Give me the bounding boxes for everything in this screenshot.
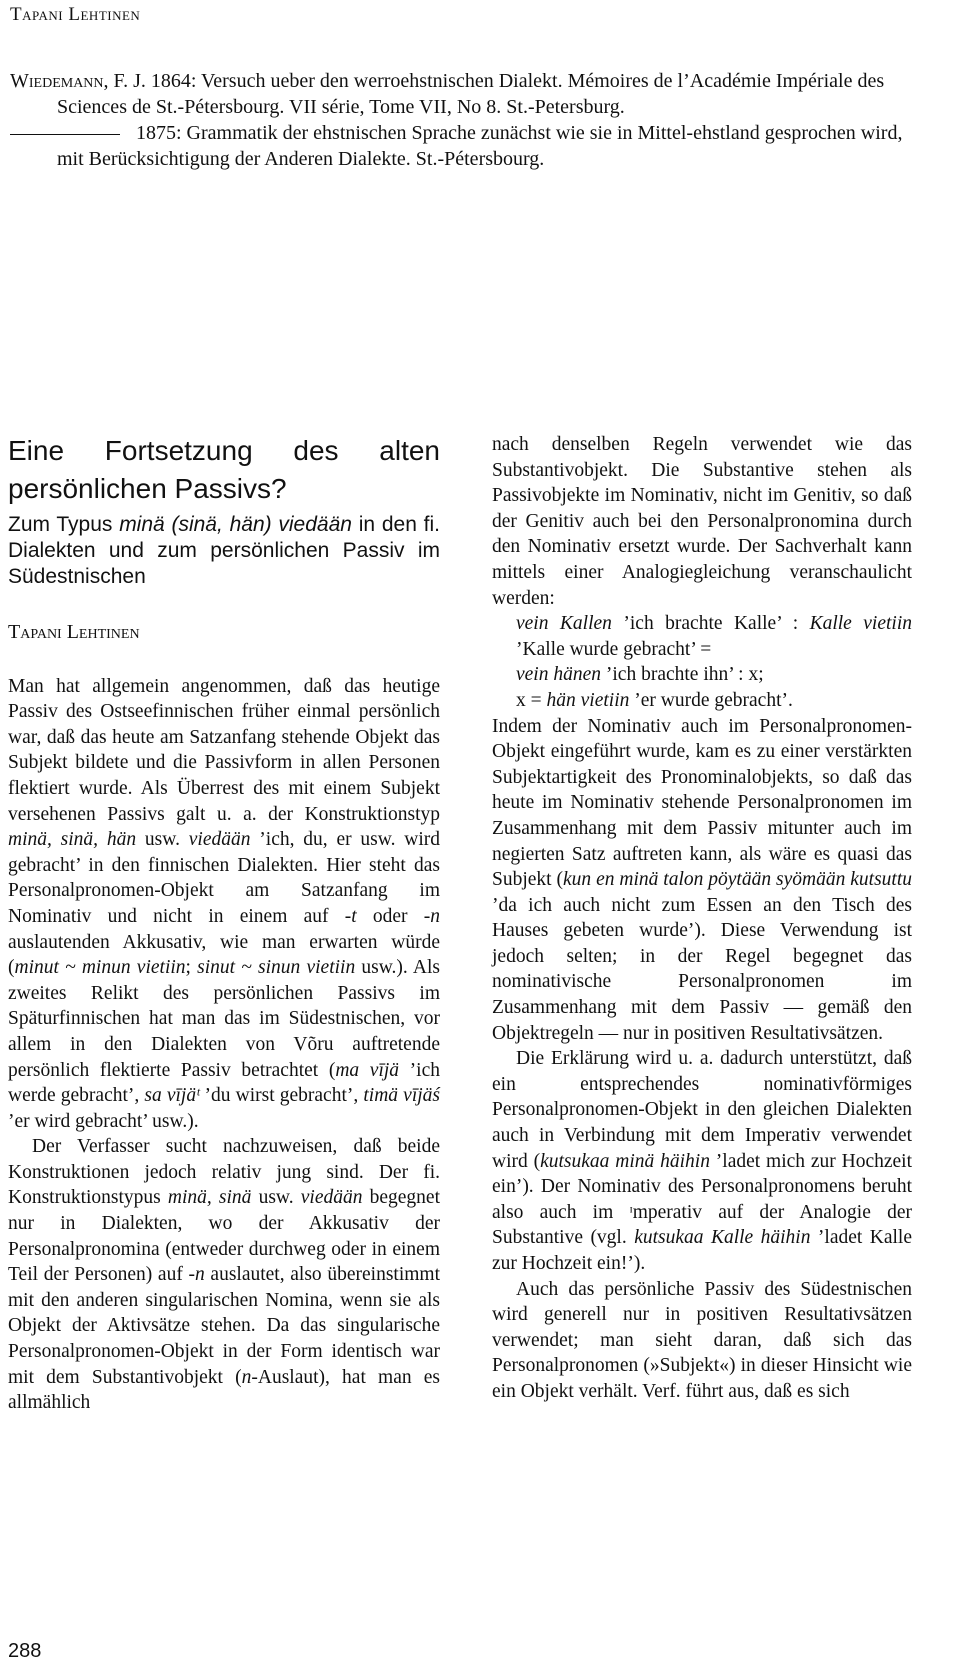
paragraph: Man hat allgemein angenommen, daß das heutige Passiv des Ostseefinnischen früher einmal persönlich war, daß das heute am Satzanfang stehende Objekt das Subjekt bildete und die Passivform in allen Personen flektiert wurde. Als Überrest des mit einem Subjekt versehenen Passivs galt u. a. der Konstruktionstyp minä, sinä, hän usw. viedään ’ich, du, er usw. wird gebracht’ in den finnischen Dialekten. Hier steht das Personalpronomen-Objekt am Satzanfang im Nominativ und nicht in einem auf -t oder -n auslautenden Akkusativ, wie man erwarten würde (minut ~ minun vietiin; sinut ~ sinun vietiin usw.). Als zweites Relikt des persönlichen Passivs im Späturfinnischen hat man das im Südestnischen, vor allem in den Dialekten von Võru auftretende persönlich flektierte Passiv betrachtet (ma vījä ’ich werde gebracht’, sa vījäᵗ ’du wirst gebracht’, timä vījäś ’er wird gebracht’ usw.).	[8, 675, 440, 1132]
references	[10, 68, 915, 172]
right-column	[492, 432, 912, 1405]
subtitle-part: minä (sinä, hän) viedään	[119, 513, 352, 536]
paragraph: Auch das persönliche Passiv des Südestnischen wird generell nur in positiven Resultativsätzen verwendet; man sieht daran, daß sich das Personalpronomen (»Subjekt«) in dieser Hinsicht wie ein Objekt verhält. Verf. führt aus, daß es sich	[492, 1278, 912, 1402]
analogy-line: vein Kallen ’ich brachte Kalle’ : Kalle vietiin ’Kalle wurde gebracht’ =	[516, 613, 913, 660]
article-title: Eine Fortsetzung des alten persönlichen Passivs?	[8, 435, 440, 504]
subtitle-part: Zum Typus	[8, 513, 120, 536]
paragraph: Der Verfasser sucht nachzuweisen, daß beide Konstruktionen jedoch relativ jung sind. Der fi. Konstruktionstypus minä, sinä usw. viedään begegnet nur in Dialekten, wo der Akkusativ der Personalpronomina (entweder durchweg oder in einem Teil der Personen) auf -n auslautet, also übereinstimmt mit den anderen singularischen Nomina, wenn sie als Objekt der Aktivsätze stehen. Da das singularische Personalpronomen-Objekt in der Form identisch war mit dem Substantivobjekt (n-Auslaut), hat man es allmählich	[8, 1136, 441, 1414]
left-column	[8, 432, 440, 1416]
analogy-line: vein hänen ’ich brachte ihn’ : x;	[516, 664, 764, 686]
paragraph: Indem der Nominativ auch im Personalpronomen-Objekt eingeführt wurde, kam es zu einer verstärkten Subjektartigkeit des Pronominalobjekts, so daß das heute im Nominativ stehende Personalpronomen im Zusammenhang mit dem Passiv mitunter auch im negierten Satz auftreten kann, als wäre es quasi das Subjekt (kun en minä talon pöytään syömään kutsuttu ’da ich auch nicht zum Essen an den Tisch des Hauses gebeten wurde’). Diese Verwendung ist jedoch selten; in der Regel begegnet das nominativische Personalpronomen im Zusammenhang mit dem Passiv — gemäß den Objektregeln — nur in positiven Resultativsätzen.	[492, 715, 912, 1044]
subtitle-part: in den fi. Dialekten und zum persönlichen Passiv im Südestnischen	[8, 513, 440, 588]
article-subtitle	[8, 512, 440, 590]
reference-author: Wiedemann	[10, 70, 104, 92]
page-number: 288	[8, 1640, 42, 1662]
reference-text: 1875: Grammatik der ehstnischen Sprache zunächst wie sie in Mittel-ehstland gesprochen wird, mit Berücksichtigung der Anderen Dialekte. St.-Pétersbourg.	[57, 122, 903, 170]
running-head: Tapani Lehtinen	[10, 4, 141, 25]
reference-entry	[10, 120, 915, 172]
analogy-line: x = hän vietiin ’er wurde gebracht’.	[516, 689, 793, 711]
paragraph: Die Erklärung wird u. a. dadurch unterstützt, daß ein entsprechendes nominativförmiges Personalpronomen-Objekt in den gleichen Dialekten auch in Verbindung mit dem Imperativ verwendet wird (kutsukaa minä häihin ’ladet mich zur Hochzeit ein’). Der Nominativ des Personalpronomens beruht also auch im ᶦmperativ auf der Analogie der Substantive (vgl. kutsukaa Kalle häihin ’ladet Kalle zur Hochzeit ein!’).	[492, 1048, 912, 1274]
reference-entry	[10, 68, 915, 120]
article-author: Tapani Lehtinen	[8, 621, 140, 643]
ditto-dash	[10, 134, 120, 135]
paragraph: nach denselben Regeln verwendet wie das Substantivobjekt. Die Substantive stehen als Passivobjekte im Nominativ, nicht im Genitiv, so daß der Genitiv auch bei den Personalpronomina durch den Nominativ ersetzt wurde. Der Sachverhalt kann mittels einer Analogiegleichung veranschaulicht werden:	[492, 434, 912, 609]
reference-text: , F. J. 1864: Versuch ueber den werroehstnischen Dialekt. Mémoires de l’Académie Impériale des Sciences de St.-Pétersbourg. VII série, Tome VII, No 8. St.-Petersburg.	[57, 70, 885, 118]
